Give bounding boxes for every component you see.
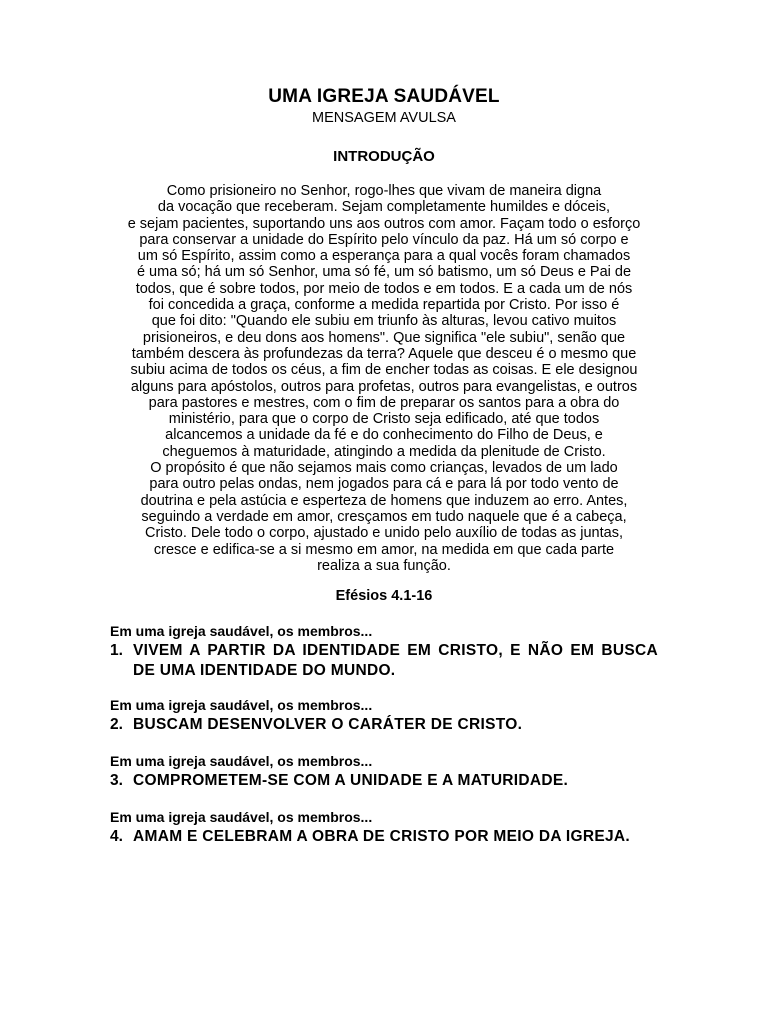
document-title: UMA IGREJA SAUDÁVEL <box>268 86 500 107</box>
point-number: 4. <box>110 828 123 845</box>
point-number: 1. <box>110 642 123 659</box>
point-text: AMAM E CELEBRAM A OBRA DE CRISTO POR MEIO DA IGREJA. <box>133 828 630 845</box>
scripture-line: e sejam pacientes, suportando uns aos outros com amor. Façam todo o esforço <box>127 215 641 232</box>
scripture-line: para outro pelas ondas, nem jogados para cá e para lá por todo vento de <box>149 476 619 493</box>
point-item <box>110 715 658 735</box>
scripture-line: um só Espírito, assim como a esperança para a qual vocês foram chamados <box>137 248 631 265</box>
point-text: VIVEM A PARTIR DA IDENTIDADE EM CRISTO, E NÃO EM BUSCA DE UMA IDENTIDADE DO MUNDO. <box>133 642 658 679</box>
point-section <box>110 697 658 735</box>
point-lead: Em uma igreja saudável, os membros... <box>110 623 373 639</box>
document-subtitle: MENSAGEM AVULSA <box>312 110 456 126</box>
point-lead: Em uma igreja saudável, os membros... <box>110 809 373 825</box>
scripture-line: alcancemos a unidade da fé e do conhecimento do Filho de Deus, e <box>165 427 603 444</box>
scripture-line: O propósito é que não sejamos mais como crianças, levados de um lado <box>150 460 618 477</box>
scripture-line: prisioneiros, e deu dons aos homens". Que significa "ele subiu", senão que <box>142 329 626 346</box>
point-section <box>110 753 658 791</box>
scripture-line: é uma só; há um só Senhor, uma só fé, um só batismo, um só Deus e Pai de <box>136 264 632 281</box>
scripture-line: ministério, para que o corpo de Cristo seja edificado, até que todos <box>168 411 600 428</box>
point-text: BUSCAM DESENVOLVER O CARÁTER DE CRISTO. <box>133 716 523 733</box>
scripture-line: que foi dito: "Quando ele subiu em triunfo às alturas, levou cativo muitos <box>151 313 617 330</box>
scripture-line: para pastores e mestres, com o fim de preparar os santos para a obra do <box>148 394 620 411</box>
point-lead: Em uma igreja saudável, os membros... <box>110 697 373 713</box>
scripture-line: seguindo a verdade em amor, cresçamos em tudo naquele que é a cabeça, <box>141 508 627 525</box>
scripture-line: da vocação que receberam. Sejam completamente humildes e dóceis, <box>157 199 611 216</box>
point-lead: Em uma igreja saudável, os membros... <box>110 753 373 769</box>
scripture-line: Cristo. Dele todo o corpo, ajustado e unido pelo auxílio de todas as juntas, <box>145 525 623 542</box>
scripture-line: foi concedida a graça, conforme a medida repartida por Cristo. Por isso é <box>148 297 620 314</box>
introduction-heading: INTRODUÇÃO <box>333 148 435 165</box>
point-number: 3. <box>110 772 123 789</box>
scripture-line: todos, que é sobre todos, por meio de todos e em todos. E a cada um de nós <box>135 280 633 297</box>
scripture-line: doutrina e pela astúcia e esperteza de homens que induzem ao erro. Antes, <box>140 492 628 509</box>
point-section <box>110 623 658 681</box>
scripture-line: cheguemos à maturidade, atingindo a medida da plenitude de Cristo. <box>162 443 606 460</box>
scripture-line: subiu acima de todos os céus, a fim de encher todas as coisas. E ele designou <box>130 362 638 379</box>
point-item <box>110 771 658 791</box>
point-section <box>110 809 658 847</box>
scripture-line: alguns para apóstolos, outros para profetas, outros para evangelistas, e outros <box>130 378 638 395</box>
scripture-line: cresce e edifica-se a si mesmo em amor, na medida em que cada parte <box>153 541 615 558</box>
scripture-passage <box>100 183 668 574</box>
point-item <box>110 827 658 847</box>
point-number: 2. <box>110 716 123 733</box>
scripture-line: também descera às profundezas da terra? Aquele que desceu é o mesmo que <box>131 345 637 362</box>
point-item <box>110 641 658 681</box>
scripture-line: para conservar a unidade do Espírito pelo vínculo da paz. Há um só corpo e <box>139 231 629 248</box>
point-text: COMPROMETEM-SE COM A UNIDADE E A MATURIDADE. <box>133 772 569 789</box>
scripture-line: realiza a sua função. <box>317 557 451 574</box>
scripture-line: Como prisioneiro no Senhor, rogo-lhes que vivam de maneira digna <box>166 183 602 199</box>
scripture-reference: Efésios 4.1-16 <box>335 588 433 604</box>
